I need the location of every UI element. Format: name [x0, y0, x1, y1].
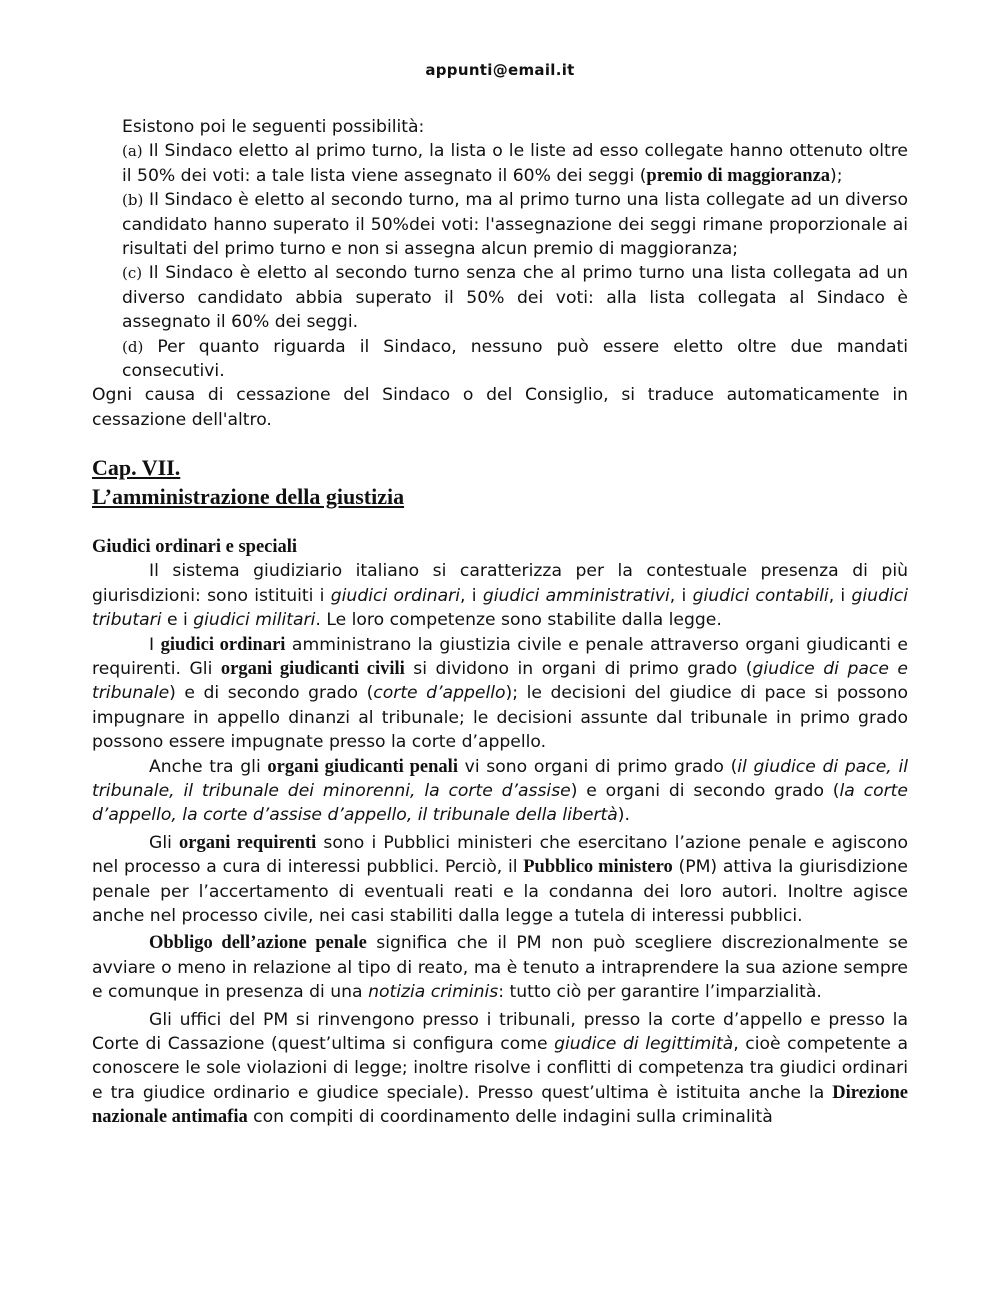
text-run: giudice di pace e tribunale	[92, 658, 908, 704]
text-run: (PM) attiva la giurisdizione penale per l’accertamento di eventuali reati e la condanna dei loro autori. Inoltre agisce anche nel processo civile, nei casi stabiliti dalla legge a tutela di interessi pubblici.	[92, 857, 908, 926]
text-run: amministrano la giustizia civile e penale attraverso organi giudicanti e requirenti. Gli	[92, 634, 908, 679]
text-run: , i	[669, 585, 693, 606]
text-run: il giudice di pace, il tribunale, il tribunale dei minorenni, la corte d’assise	[92, 756, 909, 801]
item-text: Il Sindaco eletto al primo turno, la lista o le liste ad esso collegate hanno ottenuto oltre il 50% dei voti: a tale lista viene assegnato il 60% dei seggi (	[122, 141, 909, 186]
item-text: Per quanto riguarda il Sindaco, nessuno può essere eletto oltre due mandati consecutivi.	[122, 336, 909, 382]
text-run: organi giudicanti civili	[220, 658, 405, 679]
text-run: . Le loro competenze sono stabilite dalla legge.	[315, 610, 722, 631]
text-run: Direzione nazionale antimafia	[92, 1082, 908, 1128]
text-run: significa che il PM non può scegliere discrezionalmente se avviare o meno in relazione al tipo di reato, ma è tenuto a intraprendere la sua azione sempre e comunque in presenza di una	[92, 933, 908, 1003]
text-run: Gli	[149, 832, 180, 853]
text-run: sono i Pubblici ministeri che esercitano l’azione penale e agiscono nel processo a cura di interessi pubblici. Perciò, il	[92, 832, 909, 878]
text-run: giudici amministrativi	[482, 585, 670, 606]
item-text: );	[830, 165, 843, 186]
text-run: , cioè competente a conoscere le sole violazioni di legge; inoltre risolve i conflitti di competenza tra giudici ordinari e tra giudice ordinario e giudice speciale). Presso quest’ultima è istituita anche la	[92, 1034, 908, 1103]
text-run: giudici militari	[193, 610, 316, 631]
text-run: la corte d’appello, la corte d’assise d’appello, il tribunale della libertà	[92, 780, 908, 826]
text-run: vi sono organi di primo grado (	[457, 756, 738, 777]
list-item-d	[122, 335, 908, 384]
paragraph-1	[92, 559, 908, 632]
text-run: ) e organi di secondo grado (	[570, 780, 840, 801]
text-run: con compiti di coordinamento delle indagini sulla criminalità	[247, 1107, 773, 1128]
page-content	[92, 115, 908, 1130]
text-run: e i	[161, 610, 194, 631]
item-tag: (a)	[122, 142, 143, 161]
list-item-a	[122, 139, 908, 188]
text-run: : tutto ciò per garantire l’imparzialità.	[498, 982, 822, 1003]
chapter-title: L’amministrazione della giustizia	[92, 484, 405, 510]
list-item-b	[122, 188, 908, 261]
text-run: , i	[460, 585, 483, 606]
item-tag: (c)	[122, 264, 143, 283]
paragraph-4	[92, 831, 908, 929]
paragraph-3	[92, 755, 908, 828]
text-run: Pubblico ministero	[523, 857, 673, 878]
list-item-c	[122, 261, 908, 334]
text-run: , i	[828, 585, 852, 606]
text-run: giudici ordinari	[330, 585, 461, 606]
possibilities-list	[92, 115, 908, 383]
item-tag: (b)	[122, 191, 144, 210]
text-run: organi requirenti	[179, 832, 317, 853]
section-title: Giudici ordinari e speciali	[92, 537, 298, 558]
text-run: giudici tributari	[92, 585, 908, 631]
text-run: Obbligo dell’azione penale	[149, 933, 367, 954]
page-header-email: appunti@email.it	[425, 61, 575, 79]
text-run: Gli uffici del PM si rinvengono presso i tribunali, presso la corte d’appello e presso la Corte di Cassazione (quest’ultima si configura come	[92, 1009, 908, 1054]
text-run: ); le decisioni del giudice di pace si possono impugnare in appello dinanzi al tribunale; le decisioni assunte dal tribunale in primo grado possono essere impugnate presso la corte d’appello.	[92, 683, 908, 753]
text-run: notizia criminis	[368, 982, 499, 1003]
paragraph-2	[92, 633, 908, 755]
text-run: giudice di legittimità	[554, 1034, 734, 1054]
text-run: corte d’appello	[373, 683, 506, 704]
chapter-heading	[92, 453, 908, 511]
closing-paragraph: Ogni causa di cessazione del Sindaco o del Consiglio, si traduce automaticamente in cessazione dell'altro.	[92, 385, 908, 430]
text-run: Il sistema giudiziario italiano si caratterizza per la contestuale presenza di più giurisdizioni: sono istituiti i	[92, 561, 908, 606]
text-run: si dividono in organi di primo grado (	[404, 658, 753, 679]
text-run: ).	[617, 805, 630, 826]
paragraph-6	[92, 1008, 908, 1130]
text-run: I	[149, 634, 161, 655]
text-run: organi giudicanti penali	[267, 756, 458, 777]
chapter-number: Cap. VII.	[92, 455, 181, 481]
text-run: ) e di secondo grado (	[169, 683, 374, 704]
item-text: Il Sindaco è eletto al secondo turno senza che al primo turno una lista collegata ad un diverso candidato abbia superato il 50% dei voti: alla lista collegata al Sindaco è assegnato il 60% dei seggi.	[122, 263, 908, 333]
text-run: giudici contabili	[692, 585, 829, 606]
list-intro: Esistono poi le seguenti possibilità:	[122, 117, 425, 137]
paragraph-5	[92, 931, 908, 1004]
item-text: Il Sindaco è eletto al secondo turno, ma al primo turno una lista collegate ad un diverso candidato hanno superato il 50%dei voti: l'assegnazione dei seggi rimane proporzionale ai risultati del primo turno e non si assegna alcun premio di maggioranza;	[122, 190, 909, 260]
bold-term: premio di maggioranza	[646, 165, 831, 186]
item-tag: (d)	[122, 337, 144, 356]
text-run: Anche tra gli	[149, 756, 268, 777]
text-run: giudici ordinari	[160, 634, 286, 655]
